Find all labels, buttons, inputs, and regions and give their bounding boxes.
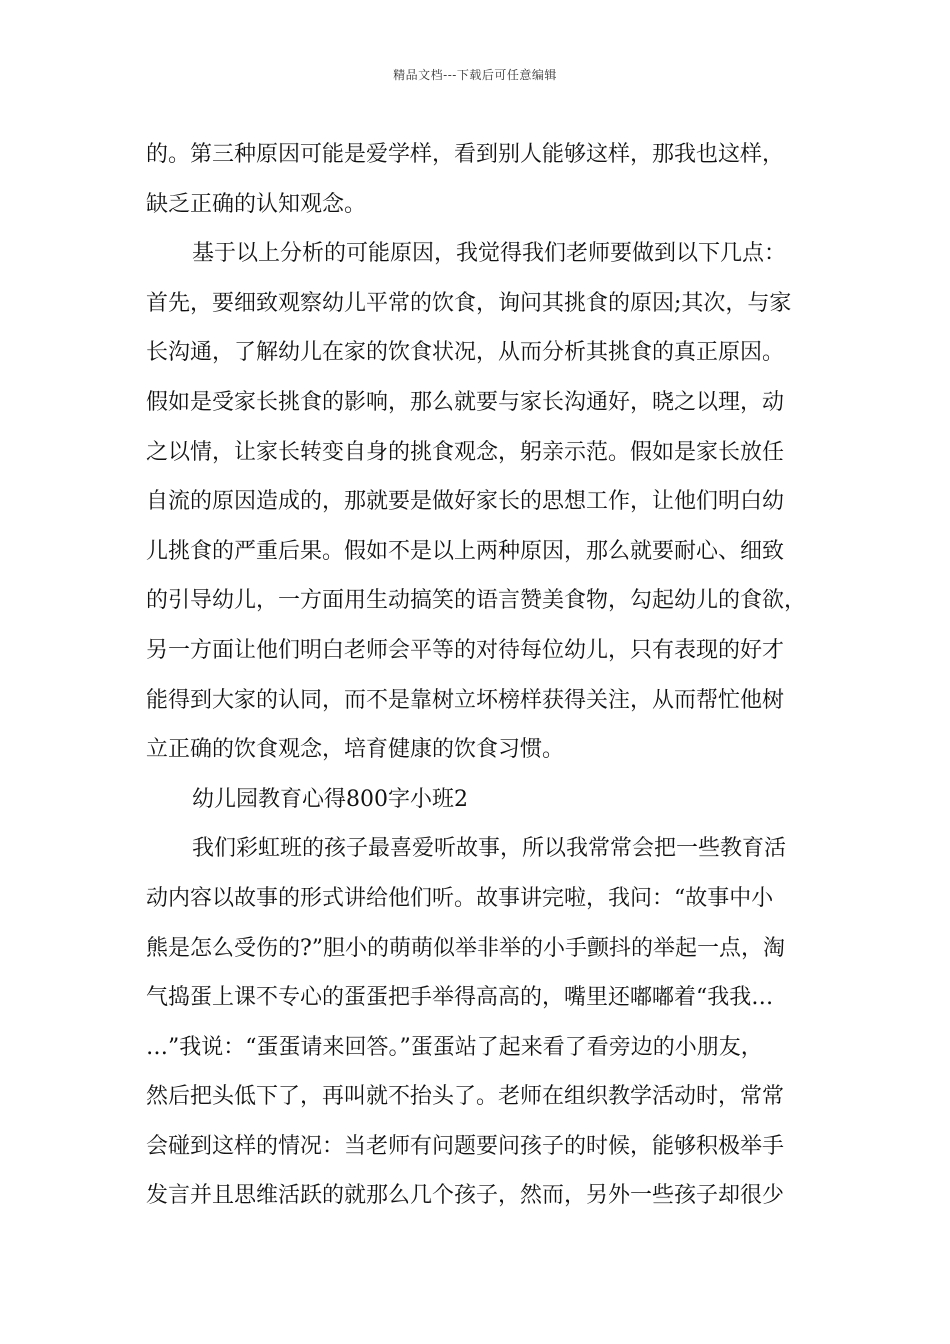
text-line: 之以情，让家长转变自身的挑食观念，躬亲示范。假如是家长放任 — [146, 439, 785, 465]
text-line: 气捣蛋上课不专心的蛋蛋把手举得高高的，嘴里还嘟嘟着“我我… — [146, 985, 774, 1011]
paragraph-start-line: 我们彩虹班的孩子最喜爱听故事，所以我常常会把一些教育活 — [192, 836, 787, 862]
text-line: 首先，要细致观察幼儿平常的饮食，询问其挑食的原因;其次，与家 — [146, 290, 792, 316]
text-line: 的引导幼儿，一方面用生动搞笑的语言赞美食物，勾起幼儿的食欲， — [146, 588, 807, 614]
text-line: 熊是怎么受伤的?”胆小的萌萌似举非举的小手颤抖的举起一点，淘 — [146, 935, 786, 961]
text-line: 儿挑食的严重后果。假如不是以上两种原因，那么就要耐心、细致 — [146, 538, 785, 564]
text-line: …”我说：“蛋蛋请来回答。”蛋蛋站了起来看了看旁边的小朋友， — [146, 1034, 763, 1060]
text-line: 能得到大家的认同，而不是靠树立坏榜样获得关注，从而帮忙他树 — [146, 687, 785, 713]
text-line: 发言并且思维活跃的就那么几个孩子，然而，另外一些孩子却很少 — [146, 1183, 785, 1209]
text-line: 然后把头低下了，再叫就不抬头了。老师在组织教学活动时，常常 — [146, 1084, 785, 1110]
text-line: 假如是受家长挑食的影响，那么就要与家长沟通好，晓之以理，动 — [146, 389, 785, 415]
text-line: 长沟通，了解幼儿在家的饮食状况，从而分析其挑食的真正原因。 — [146, 340, 785, 366]
text-line: 的。第三种原因可能是爱学样，看到别人能够这样，那我也这样， — [146, 142, 785, 167]
text-line: 立正确的饮食观念，培育健康的饮食习惯。 — [146, 737, 565, 763]
text-line: 动内容以故事的形式讲给他们听。故事讲完啦，我问：“故事中小 — [146, 885, 774, 911]
text-line: 会碰到这样的情况：当老师有问题要问孩子的时候，能够积极举手 — [146, 1133, 785, 1159]
text-line: 自流的原因造成的，那就要是做好家长的思想工作，让他们明白幼 — [146, 489, 785, 515]
page-header: 精品文档---下载后可任意编辑 — [393, 68, 557, 82]
text-line: 另一方面让他们明白老师会平等的对待每位幼儿，只有表现的好才 — [146, 637, 785, 663]
paragraph-start-line: 基于以上分析的可能原因，我觉得我们老师要做到以下几点： — [192, 241, 787, 267]
section-heading: 幼儿园教育心得800字小班2 — [192, 786, 468, 812]
document-body — [146, 130, 826, 1221]
text-line: 缺乏正确的认知观念。 — [146, 191, 367, 217]
